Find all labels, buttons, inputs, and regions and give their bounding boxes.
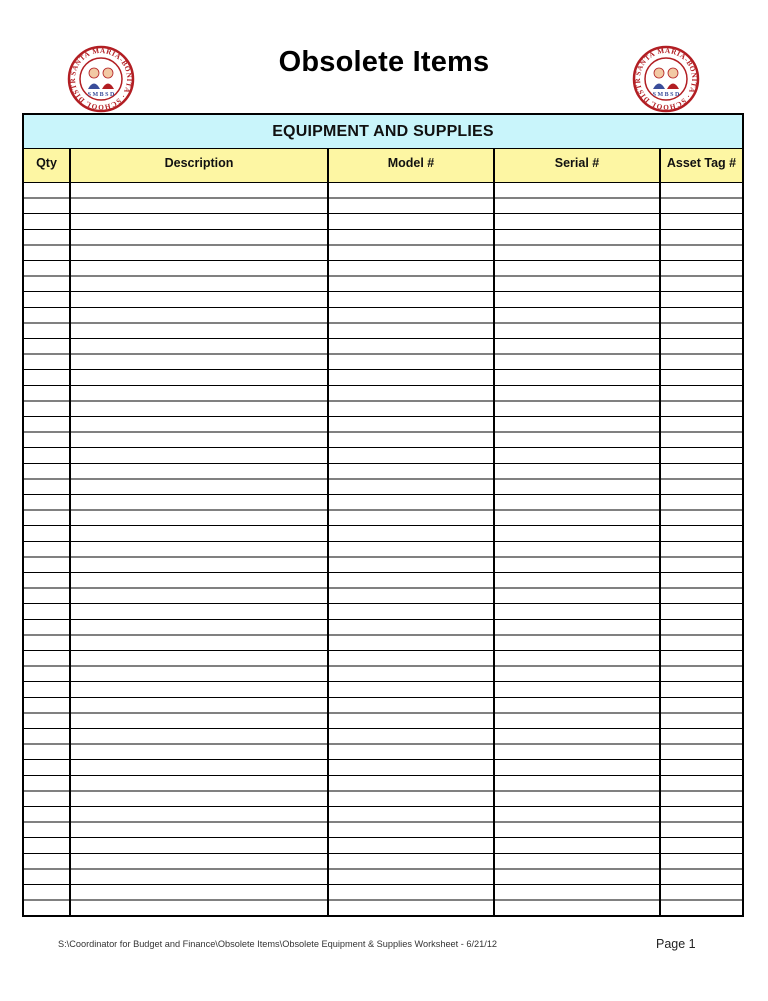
svg-text:SANTA MARIA-BONITA · SCHOOL DI: SANTA MARIA-BONITA · SCHOOL DISTR [68, 46, 134, 112]
column-header-description: Description [71, 149, 327, 183]
footer-file-path: S:\Coordinator for Budget and Finance\Obsolete Items\Obsolete Equipment & Supplies Worksheet - 6/21/12 [58, 939, 498, 949]
page-title: Obsolete Items [278, 46, 490, 78]
school-district-seal-icon [632, 45, 700, 113]
footer-page-number: Page 1 [656, 937, 696, 951]
column-divider [659, 149, 661, 915]
column-divider [327, 149, 329, 915]
inventory-table [22, 113, 744, 917]
district-seal-left [67, 45, 135, 113]
column-header-qty: Qty [24, 149, 69, 183]
column-divider [69, 149, 71, 915]
column-header-asset-tag: Asset Tag # [661, 149, 742, 183]
school-district-seal-icon [67, 45, 135, 113]
column-header-serial: Serial # [495, 149, 659, 183]
table-banner: EQUIPMENT AND SUPPLIES [24, 115, 742, 149]
svg-text:S M B S D: S M B S D [652, 92, 680, 98]
column-header-model: Model # [329, 149, 493, 183]
column-divider [493, 149, 495, 915]
svg-text:S M B S D: S M B S D [87, 92, 115, 98]
district-seal-right [632, 45, 700, 113]
blank-entry-rows [24, 183, 742, 915]
svg-text:SANTA MARIA-BONITA · SCHOOL DI: SANTA MARIA-BONITA · SCHOOL DISTR [633, 46, 699, 112]
